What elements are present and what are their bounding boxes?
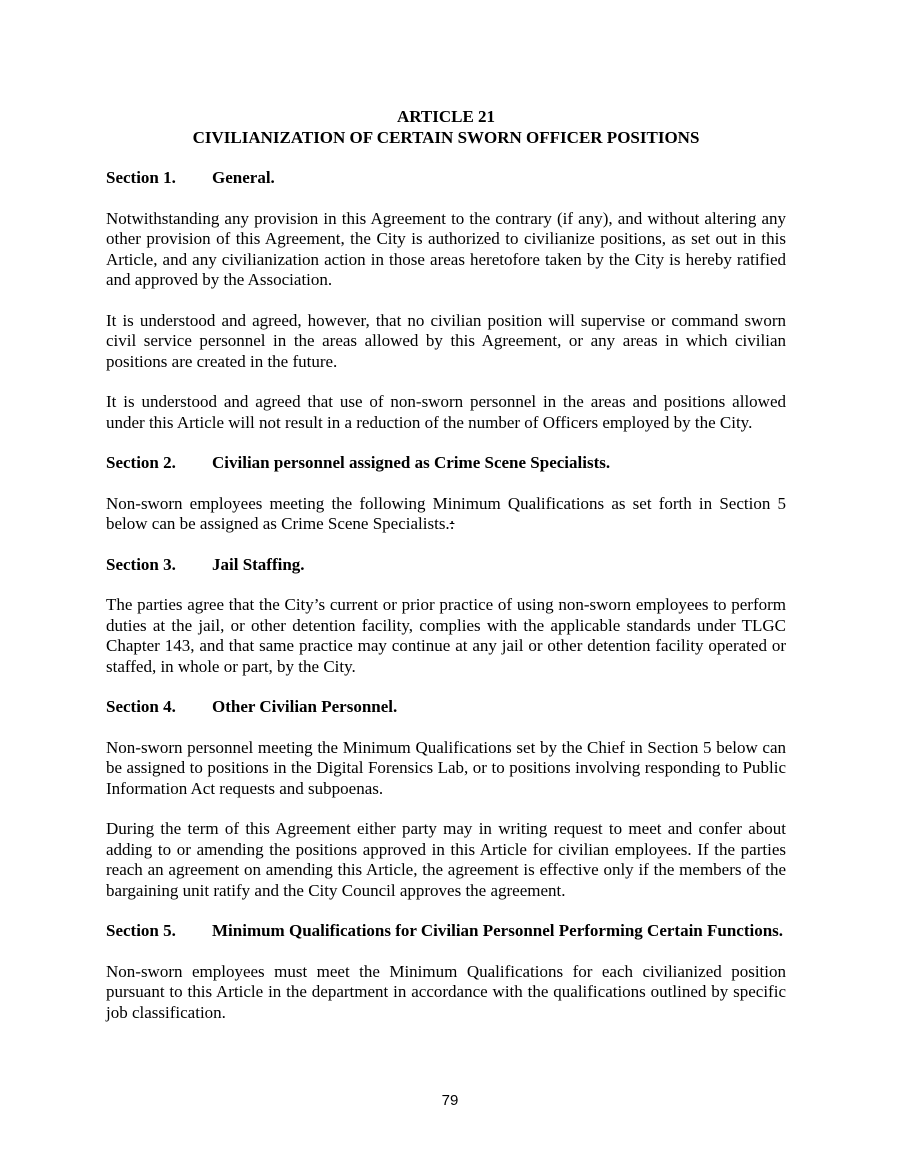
- section-heading: [106, 921, 786, 942]
- section-title: Minimum Qualifications for Civilian Personnel Performing Certain Functions.: [212, 921, 784, 940]
- paragraph: Non-sworn personnel meeting the Minimum Qualifications set by the Chief in Section 5 below can be assigned to positions in the Digital Forensics Lab, or to positions involving responding to Public Information Act requests and subpoenas.: [106, 737, 786, 798]
- article-number: ARTICLE 21: [396, 107, 496, 126]
- paragraph: The parties agree that the City’s current or prior practice of using non-sworn employees to perform duties at the jail, or other detention facility, complies with the applicable standards under TLGC Chapter 143, and that same practice may continue at any jail or other detention facility operated or staffed, in whole or part, by the City.: [106, 595, 786, 676]
- paragraph: It is understood and agreed that use of non-sworn personnel in the areas and positions allowed under this Article will not result in a reduction of the number of Officers employed by the City.: [106, 392, 786, 432]
- section-number: Section 3.: [106, 554, 176, 574]
- section-5: [106, 921, 786, 1023]
- section-title: Civilian personnel assigned as Crime Scene Specialists.: [212, 453, 611, 472]
- paragraph-text: Non-sworn employees meeting the following Minimum Qualifications as set forth in Section 5 below can be assigned as Crime Scene Specialists.: [106, 493, 786, 533]
- paragraph: It is understood and agreed, however, that no civilian position will supervise or command sworn civil service personnel in the areas allowed by this Agreement, or any areas in which civilian positions are created in the future.: [106, 310, 786, 371]
- section-title: Other Civilian Personnel.: [212, 697, 398, 716]
- struck-text: :: [449, 514, 455, 533]
- section-number: Section 1.: [106, 168, 176, 187]
- section-number: Section 2.: [106, 453, 176, 472]
- section-heading: [106, 555, 786, 576]
- paragraph: Notwithstanding any provision in this Agreement to the contrary (if any), and without altering any other provision of this Agreement, the City is authorized to civilianize positions, as set out in this Article, and any civilianization action in those areas heretofore taken by the City is hereby ratified and approved by the Association.: [106, 208, 786, 289]
- paragraph: During the term of this Agreement either party may in writing request to meet and confer about adding to or amending the positions approved in this Article for civilian employees. If the parties reach an agreement on amending this Article, the agreement is effective only if the members of the bargaining unit ratify and the City Council approves the agreement.: [106, 819, 786, 900]
- article-header: [106, 106, 786, 148]
- document-page: [106, 106, 786, 1043]
- paragraph: [106, 494, 786, 535]
- section-number: Section 5.: [106, 921, 176, 940]
- section-title: General.: [212, 168, 275, 187]
- section-heading: [106, 697, 786, 718]
- section-2: [106, 453, 786, 535]
- paragraph: Non-sworn employees must meet the Minimum Qualifications for each civilianized position pursuant to this Article in the department in accordance with the qualifications outlined by specific job classification.: [106, 961, 786, 1022]
- page-number: 79: [441, 1092, 459, 1109]
- section-number: Section 4.: [106, 697, 176, 716]
- section-1: [106, 168, 786, 433]
- section-4: [106, 697, 786, 901]
- section-title: Jail Staffing.: [212, 554, 305, 574]
- article-title: CIVILIANIZATION OF CERTAIN SWORN OFFICER POSITIONS: [192, 128, 700, 147]
- section-heading: [106, 168, 786, 189]
- section-heading: [106, 453, 786, 474]
- section-3: [106, 555, 786, 678]
